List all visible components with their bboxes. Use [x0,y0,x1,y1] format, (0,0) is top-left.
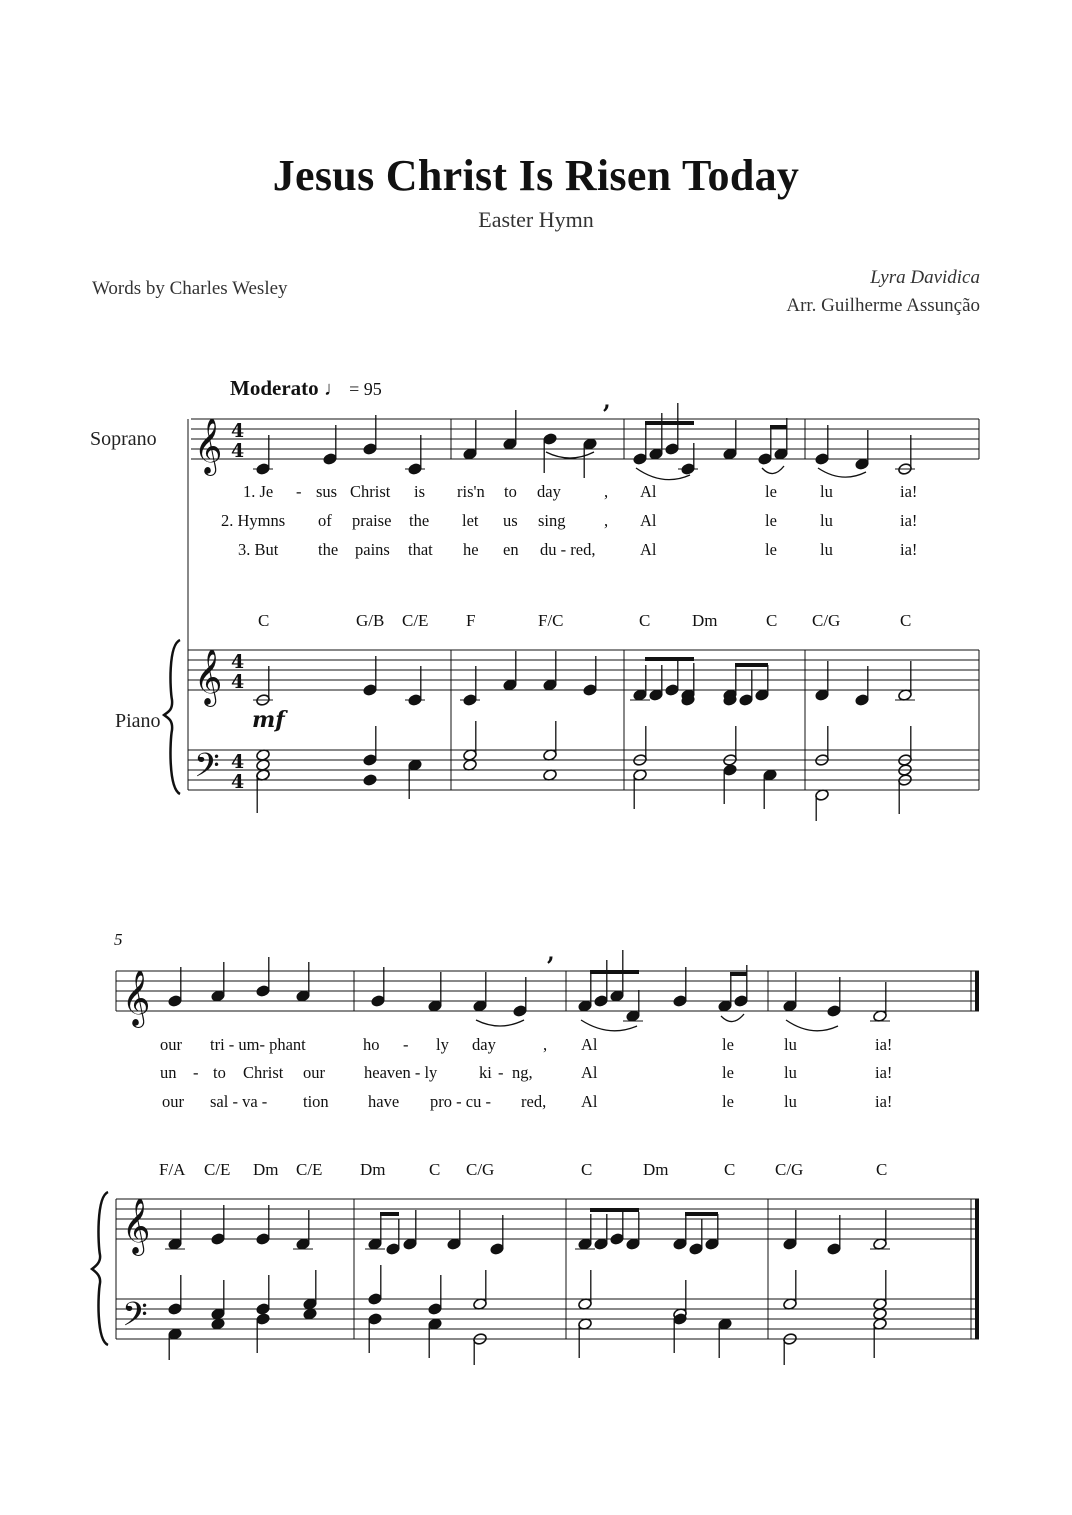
lyric-syllable: day [537,482,561,501]
piano-bass-staff-2 [116,1299,979,1339]
lyric-syllable: lu [784,1092,797,1111]
lyric-syllable: le [722,1092,734,1111]
lyric-syllable: le [765,511,777,530]
lyric-syllable: 3. But [238,540,279,559]
lyric-syllable: red, [521,1092,547,1111]
note-beam [380,1212,399,1216]
lyric-syllable: the [409,511,430,530]
slur [818,468,866,477]
lyric-hyphen: - [296,482,302,501]
lyric-syllable: Al [581,1035,598,1054]
treble-clef-icon: 𝄞 [122,970,151,1026]
quarter-note-icon: ♩ [323,378,344,400]
treble-clef-icon: 𝄞 [194,649,223,705]
slur [721,1014,744,1022]
lyric-punct: , [543,1035,548,1054]
note-beam [645,657,694,661]
lyric-syllable: us [503,511,518,530]
lyric-syllable: let [462,511,479,530]
time-signature: 4 [231,771,245,793]
chord-symbol: C [900,611,912,630]
note-beam [730,972,747,976]
soprano-label: Soprano [90,428,157,450]
piano-treble-staff-2 [116,1199,979,1239]
lyric-syllable: tion [303,1092,329,1111]
chord-symbol: Dm [253,1160,279,1179]
lyric-syllable: have [368,1092,400,1111]
lyric-syllable: ki [479,1063,492,1082]
chord-symbol: C/E [296,1160,323,1179]
lyric-syllable: lu [820,540,833,559]
chord-symbol: C/G [812,611,841,630]
chord-symbol: C/G [466,1160,495,1179]
chord-symbol: Dm [692,611,718,630]
lyric-syllable: the [318,540,339,559]
tempo-bpm: = 95 [349,379,382,399]
soprano-staff [191,419,979,459]
lyric-syllable: lu [784,1063,797,1082]
piano-brace-icon [92,1192,108,1345]
breath-mark-icon: , [547,940,555,966]
arranger-credit: Arr. Guilherme Assunção [786,295,980,316]
lyric-syllable: le [722,1063,734,1082]
time-signature: 4 [231,440,245,462]
lyric-syllable: tri - um- phant [210,1035,306,1054]
soprano-staff-2 [116,971,979,1011]
piano-brace-icon [164,640,180,794]
lyric-syllable: he [463,540,479,559]
song-title: Jesus Christ Is Risen Today [272,151,800,200]
lyric-syllable: pains [355,540,390,559]
final-barline [975,1199,979,1339]
dynamic-mf: mf [252,707,285,733]
bass-clef-icon: 𝄢 [122,1296,148,1342]
lyric-syllable: le [765,540,777,559]
note-beam [770,425,787,429]
chord-symbol: F/A [159,1160,186,1179]
time-signature: 4 [231,651,245,673]
lyric-syllable: pro - cu - [430,1092,491,1111]
lyric-syllable: ia! [900,482,918,501]
slur [476,1020,524,1026]
lyric-syllable: ia! [875,1035,893,1054]
lyric-syllable: ng, [512,1063,533,1082]
lyric-punct: , [604,482,609,501]
lyric-syllable: lu [820,482,833,501]
lyric-syllable: day [472,1035,496,1054]
note-beam [590,1208,639,1212]
chord-symbol: C [581,1160,593,1179]
lyric-syllable: en [503,540,519,559]
lyric-syllable: Christ [243,1063,284,1082]
lyric-syllable: our [303,1063,325,1082]
slur [762,466,784,474]
lyric-syllable: our [160,1035,182,1054]
chord-symbol: G/B [356,611,385,630]
chord-symbol: C/E [204,1160,231,1179]
chord-symbol: C [724,1160,736,1179]
lyric-hyphen: - [403,1035,409,1054]
chord-symbol: C [639,611,651,630]
lyric-syllable: Al [640,482,657,501]
time-signature: 4 [231,671,245,693]
lyric-syllable: lu [820,511,833,530]
composer-credit: Lyra Davidica [870,267,980,288]
lyric-syllable: Al [640,511,657,530]
note-beam [590,970,639,974]
lyric-syllable: ris'n [457,482,485,501]
lyric-syllable: Al [581,1063,598,1082]
lyric-syllable: is [414,482,426,501]
lyric-syllable: le [722,1035,734,1054]
chord-symbol: C/E [402,611,429,630]
chord-symbol: Dm [643,1160,669,1179]
lyric-syllable: Al [640,540,657,559]
chord-symbol: C [429,1160,441,1179]
lyric-syllable: un [160,1063,177,1082]
note-layer [165,403,918,1365]
chord-symbol: C [258,611,270,630]
lyric-syllable: 1. Je [243,482,274,501]
chord-symbol: C [766,611,778,630]
note-head [363,774,378,787]
note-beam [735,663,768,667]
lyric-syllable: ly [436,1035,449,1054]
measure-number: 5 [114,930,123,949]
lyric-syllable: lu [784,1035,797,1054]
lyric-syllable: du - red, [540,540,596,559]
note-beam [645,421,694,425]
piano-treble-staff-1 [188,650,979,690]
lyric-syllable: praise [352,511,392,530]
slur [581,1020,637,1031]
lyric-syllable: le [765,482,777,501]
lyric-syllable: ia! [900,540,918,559]
chord-symbol: F/C [538,611,564,630]
lyric-syllable: Christ [350,482,391,501]
lyricist-credit: Words by Charles Wesley [92,278,288,299]
lyric-syllable: of [318,511,332,530]
lyric-hyphen: - [193,1063,199,1082]
lyric-syllable: ia! [900,511,918,530]
lyric-syllable: to [213,1063,226,1082]
chord-symbol: C/G [775,1160,804,1179]
bass-clef-icon: 𝄢 [194,747,220,793]
chord-symbol: Dm [360,1160,386,1179]
lyric-syllable: our [162,1092,184,1111]
piano-label: Piano [115,710,161,732]
breath-mark-icon: , [603,388,611,414]
slur [546,452,594,458]
tempo-text: Moderato [230,376,319,400]
lyric-syllable: 2. Hymns [221,511,286,530]
chord-symbol: F [466,611,476,630]
time-signature: 4 [231,420,245,442]
lyric-syllable: to [504,482,517,501]
lyric-hyphen: - [498,1063,504,1082]
slur [786,1020,838,1031]
treble-clef-icon: 𝄞 [122,1198,151,1254]
piano-bass-staff-1 [188,750,979,790]
lyric-syllable: heaven - ly [364,1063,438,1082]
lyric-syllable: sus [316,482,338,501]
lyric-syllable: ia! [875,1092,893,1111]
final-barline [975,971,979,1011]
time-signature: 4 [231,751,245,773]
lyric-syllable: that [408,540,433,559]
lyric-syllable: Al [581,1092,598,1111]
song-subtitle: Easter Hymn [478,207,594,232]
chord-symbol: C [876,1160,888,1179]
lyric-syllable: sal - va - [210,1092,268,1111]
lyric-punct: , [604,511,609,530]
lyric-syllable: sing [538,511,566,530]
note-beam [685,1212,718,1216]
lyric-syllable: ho [363,1035,380,1054]
lyric-syllable: ia! [875,1063,893,1082]
treble-clef-icon: 𝄞 [194,418,223,474]
